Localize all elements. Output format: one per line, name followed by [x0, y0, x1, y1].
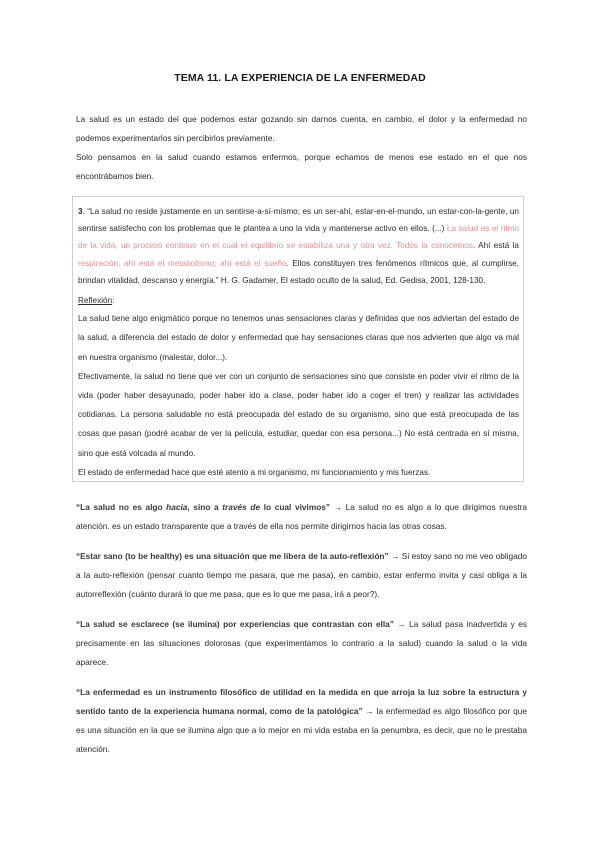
reflection-paragraph: La salud tiene algo enigmático porque no tenemos unas sensaciones claras y definidas que nos adviertan del estado de la salud, a diferencia del estado de dolor y enfermedad que hay sensaciones claras que nos advierten que algo va mal en nuestra organismo (malestar, dolor...).: [78, 314, 519, 362]
statement-text: → Si estoy sano no me veo obligado a la auto-reflexión (pensar cuanto tiempo me pasara, que me pasa), en cambio, estar enfermo invita y casi obliga a la autorreflexión (cuánto durará lo que me pasa, que es lo que me pasa, irá a peor?).: [76, 551, 527, 599]
reflection-paragraph: El estado de enfermedad hace que esté atento a mi organismo, mi funcionamiento y mis fuerzas.: [78, 467, 431, 477]
quote-number: 3: [78, 207, 83, 216]
statement-quote: “La salud se esclarece (se ilumina) por experiencias que contrastan con ella”: [76, 619, 394, 629]
statement-text: → la enfermedad es algo filosófico por que es una situación en la que se ilumina algo que a lo mejor en mi vida estaba en la penumbra, es decir, que no le prestaba atención.: [76, 706, 527, 754]
statement-quote: [76, 502, 330, 512]
quote-highlight: respiración; ahí está el metabolismo; ahí está el sueño: [78, 258, 287, 268]
quote-text: . “La salud no reside justamente en un sentirse-a-sí-mismo; es un ser-ahí, estar-en-el-mundo, un estar-con-la-gente, un sentirse satisfecho con los problemas que le plantea a uno la vida y mantenerse activo en ellos. (...): [78, 207, 519, 234]
statement-paragraph: [76, 498, 527, 536]
quote-text: . Ellos constituyen tres fenómenos rítmicos que, al cumplirse, brindan vitalidad, descanso y energía.” H. G. Gadamer, El estado oculto de la salud, Ed. Gedisa, 2001, 128-130.: [78, 258, 519, 285]
statement-quote: “La enfermedad es un instrumento filosófico de utilidad en la medida en que arroja la luz sobre la estructura y sentido tanto de la experiencia humana normal, como de la patológica”: [76, 687, 527, 716]
statement-text: → La salud pasa inadvertida y es precisamente en las situaciones dolorosas (que experimentamos lo contrario a la salud) cuando la salud o la vida aparece.: [76, 619, 527, 667]
reflection-body: [78, 309, 519, 482]
intro-section: [76, 110, 527, 186]
page-title: TEMA 11. LA EXPERIENCIA DE LA ENFERMEDAD: [174, 72, 426, 84]
reflection-heading-colon: :: [112, 296, 115, 306]
reflection-heading: [78, 292, 519, 309]
quote-paragraph: [78, 203, 519, 289]
statement-quote-part: , sino a: [187, 502, 223, 512]
reflection-paragraph: Efectivamente, la salud no tiene que ver con un conjunto de sensaciones sino que consiste en poder vivir el ritmo de la vida (poder haber desayunado, poder haber ido a clase, poder haber ido a coger el tren) y realizar las actividades cotidianas. La persona saludable no está preocupada del estado de su organismo, sino que está preocupada de las cosas que pasan (podré acabar de ver la película, estudiar, quedar con esa persona...) No está centrada en sí misma, sino que está volcada al mundo.: [78, 371, 519, 458]
statement-text: → La salud no es algo a lo que dirigimos nuestra atención. es un estado transparente que a través de ella nos permite dirigirnos hacia las otras cosas.: [76, 502, 527, 531]
intro-paragraph: La salud es un estado del que podemos estar gozando sin darnos cuenta, en cambio, el dolor y la enfermedad no podemos experimentarlos sin percibirlos previamente.: [76, 114, 527, 143]
statement-paragraph: [76, 683, 527, 759]
statements-section: [76, 498, 527, 770]
quote-text: . Ahí está la: [472, 241, 519, 251]
statement-paragraph: [76, 547, 527, 604]
quote-highlight: La salud es el ritmo de la vida, un proceso continuo en el cual el equilibrio se estabiliza una y otra vez. Todos la conocemos: [78, 224, 519, 251]
intro-paragraph: Solo pensamos en la salud cuando estamos enfermos, porque echamos de menos ese estado en el que nos encontrábamos bien.: [76, 152, 527, 181]
quote-box: [72, 196, 524, 482]
statement-quote-emphasis: través de: [222, 502, 261, 512]
reflection-heading-text: Reflexión: [78, 296, 113, 306]
statement-quote: “Estar sano (to be healthy) es una situación que me libera de la auto-reflexión”: [76, 551, 389, 561]
statement-quote-part: lo cual vivimos”: [260, 502, 331, 512]
statement-quote-emphasis: hacia: [166, 502, 188, 512]
statement-quote-part: “La salud no es algo: [76, 502, 167, 512]
statement-paragraph: [76, 615, 527, 672]
